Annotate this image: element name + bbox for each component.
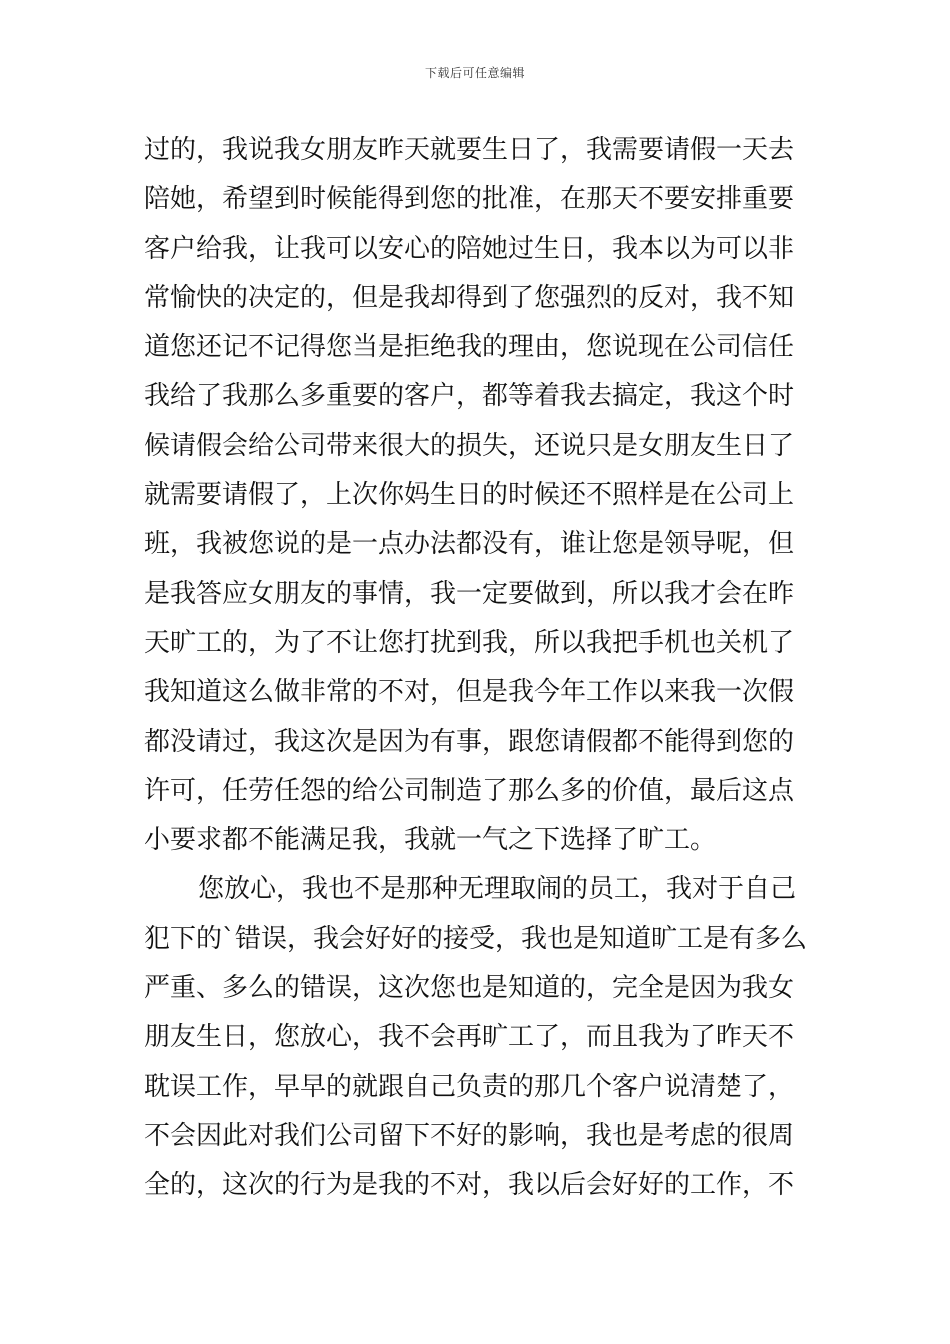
text-line: 天旷工的，为了不让您打扰到我，所以我把手机也关机了 <box>144 627 795 658</box>
text-line: 是我答应女朋友的事情，我一定要做到，所以我才会在昨 <box>144 578 795 609</box>
paragraph-start-line: 您放心，我也不是那种无理取闹的员工，我对于自己 <box>198 874 797 905</box>
text-line: 不会因此对我们公司留下不好的影响，我也是考虑的很周 <box>144 1120 795 1151</box>
text-line: 陪她，希望到时候能得到您的批准，在那天不要安排重要 <box>144 184 795 215</box>
text-line: 许可，任劳任怨的给公司制造了那么多的价值，最后这点 <box>144 775 795 806</box>
text-line: 客户给我，让我可以安心的陪她过生日，我本以为可以非 <box>144 233 795 264</box>
text-line: 犯下的`错误，我会好好的接受，我也是知道旷工是有多么 <box>144 923 808 954</box>
text-line: 班，我被您说的是一点办法都没有，谁让您是领导呢，但 <box>144 529 795 560</box>
text-line: 就需要请假了，上次你妈生日的时候还不照样是在公司上 <box>144 480 795 511</box>
text-line: 耽误工作，早早的就跟自己负责的那几个客户说清楚了， <box>144 1071 795 1102</box>
text-line: 过的，我说我女朋友昨天就要生日了，我需要请假一天去 <box>144 135 795 165</box>
text-line: 候请假会给公司带来很大的损失，还说只是女朋友生日了 <box>144 430 795 461</box>
text-line: 我给了我那么多重要的客户，都等着我去搞定，我这个时 <box>144 381 795 412</box>
text-line: 朋友生日，您放心，我不会再旷工了，而且我为了昨天不 <box>144 1022 795 1053</box>
text-line: 我知道这么做非常的不对，但是我今年工作以来我一次假 <box>144 677 795 708</box>
page-header: 下载后可任意编辑 <box>424 66 525 80</box>
text-line: 严重、多么的错误，这次您也是知道的，完全是因为我女 <box>144 973 795 1004</box>
body-text <box>144 126 810 1211</box>
text-line: 全的，这次的行为是我的不对，我以后会好好的工作，不 <box>144 1170 795 1201</box>
text-line: 小要求都不能满足我，我就一气之下选择了旷工。 <box>144 825 717 856</box>
text-line: 道您还记不记得您当是拒绝我的理由，您说现在公司信任 <box>144 332 795 363</box>
text-line: 都没请过，我这次是因为有事，跟您请假都不能得到您的 <box>144 726 795 757</box>
text-line: 常愉快的决定的，但是我却得到了您强烈的反对，我不知 <box>144 282 795 313</box>
